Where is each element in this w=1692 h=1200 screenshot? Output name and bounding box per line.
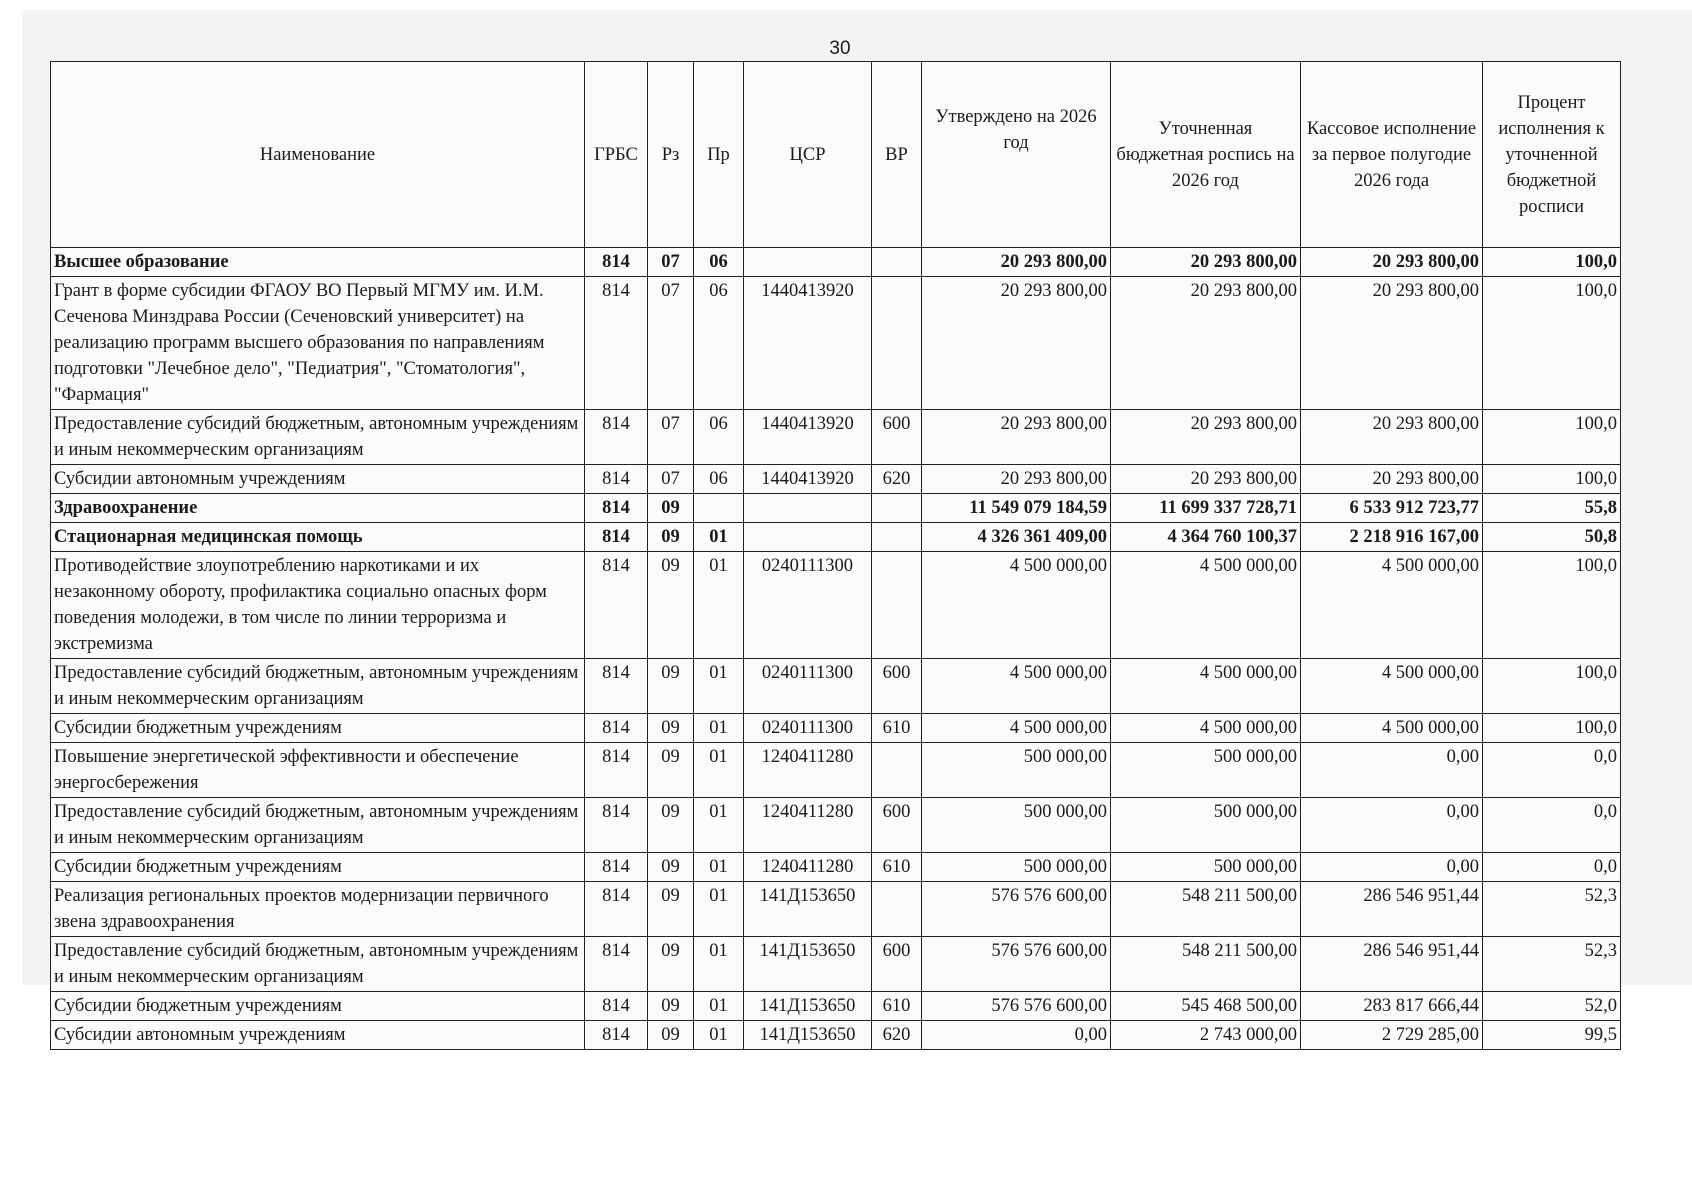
cell-rz: 09 — [648, 523, 694, 552]
cell-csr: 0240111300 — [744, 552, 872, 659]
cell-approved: 0,00 — [922, 1021, 1111, 1050]
header-cash: Кассовое исполнение за первое полугодие 2026 года — [1301, 62, 1483, 248]
cell-grbs: 814 — [585, 659, 648, 714]
cell-grbs: 814 — [585, 1021, 648, 1050]
cell-revised: 20 293 800,00 — [1111, 410, 1301, 465]
cell-pr: 01 — [694, 937, 744, 992]
cell-name: Субсидии автономным учреждениям — [51, 1021, 585, 1050]
cell-revised: 500 000,00 — [1111, 798, 1301, 853]
cell-rz: 09 — [648, 552, 694, 659]
header-csr: ЦСР — [744, 62, 872, 248]
cell-csr: 141Д153650 — [744, 882, 872, 937]
cell-vr: 600 — [872, 659, 922, 714]
cell-rz: 07 — [648, 277, 694, 410]
table-row — [51, 465, 1621, 494]
cell-grbs: 814 — [585, 992, 648, 1021]
cell-rz: 09 — [648, 937, 694, 992]
header-revised: Уточненная бюджетная роспись на 2026 год — [1111, 62, 1301, 248]
cell-vr: 620 — [872, 1021, 922, 1050]
cell-approved: 4 500 000,00 — [922, 552, 1111, 659]
cell-csr: 0240111300 — [744, 659, 872, 714]
cell-name: Предоставление субсидий бюджетным, автономным учреждениям и иным некоммерческим организациям — [51, 659, 585, 714]
cell-cash: 286 546 951,44 — [1301, 937, 1483, 992]
cell-pr: 01 — [694, 714, 744, 743]
cell-revised: 4 500 000,00 — [1111, 659, 1301, 714]
cell-rz: 07 — [648, 465, 694, 494]
cell-revised: 4 500 000,00 — [1111, 552, 1301, 659]
cell-percent: 100,0 — [1483, 659, 1621, 714]
table-row — [51, 743, 1621, 798]
cell-csr: 1440413920 — [744, 277, 872, 410]
cell-rz: 09 — [648, 494, 694, 523]
cell-vr — [872, 248, 922, 277]
cell-approved: 576 576 600,00 — [922, 992, 1111, 1021]
page-number: 30 — [829, 38, 851, 59]
cell-rz: 09 — [648, 992, 694, 1021]
cell-csr: 0240111300 — [744, 714, 872, 743]
cell-grbs: 814 — [585, 937, 648, 992]
cell-approved: 20 293 800,00 — [922, 277, 1111, 410]
cell-name: Здравоохранение — [51, 494, 585, 523]
cell-grbs: 814 — [585, 798, 648, 853]
cell-cash: 2 218 916 167,00 — [1301, 523, 1483, 552]
cell-grbs: 814 — [585, 410, 648, 465]
cell-csr: 141Д153650 — [744, 1021, 872, 1050]
cell-percent: 0,0 — [1483, 798, 1621, 853]
table-row — [51, 714, 1621, 743]
header-grbs: ГРБС — [585, 62, 648, 248]
cell-revised: 11 699 337 728,71 — [1111, 494, 1301, 523]
cell-vr: 610 — [872, 992, 922, 1021]
cell-rz: 09 — [648, 1021, 694, 1050]
cell-pr: 01 — [694, 882, 744, 937]
cell-cash: 4 500 000,00 — [1301, 659, 1483, 714]
cell-name: Субсидии бюджетным учреждениям — [51, 992, 585, 1021]
cell-percent: 52,3 — [1483, 937, 1621, 992]
cell-revised: 4 500 000,00 — [1111, 714, 1301, 743]
cell-cash: 4 500 000,00 — [1301, 714, 1483, 743]
cell-rz: 09 — [648, 853, 694, 882]
cell-percent: 52,3 — [1483, 882, 1621, 937]
cell-percent: 100,0 — [1483, 410, 1621, 465]
table-row — [51, 798, 1621, 853]
cell-rz: 09 — [648, 882, 694, 937]
cell-csr: 1440413920 — [744, 410, 872, 465]
cell-approved: 20 293 800,00 — [922, 410, 1111, 465]
cell-name: Противодействие злоупотреблению наркотиками и их незаконному обороту, профилактика социально опасных форм поведения молодежи, в том числе по линии терроризма и экстремизма — [51, 552, 585, 659]
cell-vr — [872, 277, 922, 410]
cell-pr: 06 — [694, 410, 744, 465]
cell-cash: 0,00 — [1301, 743, 1483, 798]
header-rz: Рз — [648, 62, 694, 248]
cell-rz: 09 — [648, 743, 694, 798]
cell-rz: 09 — [648, 714, 694, 743]
cell-grbs: 814 — [585, 714, 648, 743]
cell-pr: 01 — [694, 1021, 744, 1050]
cell-percent: 50,8 — [1483, 523, 1621, 552]
cell-approved: 576 576 600,00 — [922, 882, 1111, 937]
cell-approved: 4 500 000,00 — [922, 659, 1111, 714]
table-row — [51, 523, 1621, 552]
cell-approved: 500 000,00 — [922, 853, 1111, 882]
table-row — [51, 248, 1621, 277]
table-header-row — [51, 62, 1621, 248]
budget-table — [50, 61, 1621, 1050]
cell-rz: 09 — [648, 798, 694, 853]
cell-pr: 01 — [694, 743, 744, 798]
cell-rz: 07 — [648, 248, 694, 277]
cell-cash: 2 729 285,00 — [1301, 1021, 1483, 1050]
cell-pr: 01 — [694, 552, 744, 659]
cell-vr: 600 — [872, 798, 922, 853]
cell-revised: 2 743 000,00 — [1111, 1021, 1301, 1050]
cell-approved: 576 576 600,00 — [922, 937, 1111, 992]
cell-vr: 600 — [872, 410, 922, 465]
cell-percent: 0,0 — [1483, 853, 1621, 882]
cell-revised: 500 000,00 — [1111, 743, 1301, 798]
cell-grbs: 814 — [585, 494, 648, 523]
cell-csr: 1240411280 — [744, 853, 872, 882]
cell-pr: 01 — [694, 523, 744, 552]
cell-cash: 20 293 800,00 — [1301, 248, 1483, 277]
cell-name: Реализация региональных проектов модернизации первичного звена здравоохранения — [51, 882, 585, 937]
table-row — [51, 853, 1621, 882]
cell-percent: 100,0 — [1483, 248, 1621, 277]
cell-vr — [872, 523, 922, 552]
cell-percent: 0,0 — [1483, 743, 1621, 798]
cell-grbs: 814 — [585, 465, 648, 494]
cell-approved: 500 000,00 — [922, 743, 1111, 798]
table-body — [51, 248, 1621, 1050]
cell-csr — [744, 494, 872, 523]
cell-percent: 52,0 — [1483, 992, 1621, 1021]
cell-csr: 141Д153650 — [744, 937, 872, 992]
cell-vr: 610 — [872, 853, 922, 882]
cell-grbs: 814 — [585, 523, 648, 552]
table-row — [51, 410, 1621, 465]
cell-vr: 610 — [872, 714, 922, 743]
cell-revised: 20 293 800,00 — [1111, 277, 1301, 410]
cell-csr: 1440413920 — [744, 465, 872, 494]
cell-approved: 4 500 000,00 — [922, 714, 1111, 743]
header-percent: Процент исполнения к уточненной бюджетной росписи — [1483, 62, 1621, 248]
cell-csr — [744, 523, 872, 552]
cell-csr: 1240411280 — [744, 798, 872, 853]
cell-vr: 600 — [872, 937, 922, 992]
cell-grbs: 814 — [585, 882, 648, 937]
cell-pr: 06 — [694, 248, 744, 277]
cell-cash: 20 293 800,00 — [1301, 410, 1483, 465]
cell-name: Предоставление субсидий бюджетным, автономным учреждениям и иным некоммерческим организациям — [51, 937, 585, 992]
cell-revised: 548 211 500,00 — [1111, 937, 1301, 992]
cell-name: Субсидии бюджетным учреждениям — [51, 853, 585, 882]
cell-revised: 20 293 800,00 — [1111, 465, 1301, 494]
cell-vr — [872, 882, 922, 937]
cell-cash: 20 293 800,00 — [1301, 465, 1483, 494]
cell-revised: 548 211 500,00 — [1111, 882, 1301, 937]
table-row — [51, 1021, 1621, 1050]
cell-pr: 01 — [694, 853, 744, 882]
table-row — [51, 992, 1621, 1021]
table-row — [51, 494, 1621, 523]
cell-percent: 100,0 — [1483, 277, 1621, 410]
cell-grbs: 814 — [585, 552, 648, 659]
cell-pr: 01 — [694, 992, 744, 1021]
cell-grbs: 814 — [585, 248, 648, 277]
cell-pr: 01 — [694, 659, 744, 714]
cell-approved: 11 549 079 184,59 — [922, 494, 1111, 523]
cell-cash: 4 500 000,00 — [1301, 552, 1483, 659]
cell-approved: 20 293 800,00 — [922, 465, 1111, 494]
table-row — [51, 552, 1621, 659]
cell-pr: 01 — [694, 798, 744, 853]
cell-revised: 4 364 760 100,37 — [1111, 523, 1301, 552]
cell-cash: 0,00 — [1301, 798, 1483, 853]
cell-csr: 1240411280 — [744, 743, 872, 798]
cell-revised: 500 000,00 — [1111, 853, 1301, 882]
cell-approved: 20 293 800,00 — [922, 248, 1111, 277]
cell-vr: 620 — [872, 465, 922, 494]
cell-percent: 55,8 — [1483, 494, 1621, 523]
cell-name: Предоставление субсидий бюджетным, автономным учреждениям и иным некоммерческим организациям — [51, 410, 585, 465]
table-row — [51, 937, 1621, 992]
cell-revised: 20 293 800,00 — [1111, 248, 1301, 277]
cell-name: Субсидии бюджетным учреждениям — [51, 714, 585, 743]
cell-cash: 0,00 — [1301, 853, 1483, 882]
cell-vr — [872, 494, 922, 523]
header-name: Наименование — [51, 62, 585, 248]
cell-rz: 07 — [648, 410, 694, 465]
cell-pr: 06 — [694, 465, 744, 494]
cell-rz: 09 — [648, 659, 694, 714]
cell-name: Повышение энергетической эффективности и обеспечение энергосбережения — [51, 743, 585, 798]
cell-percent: 100,0 — [1483, 714, 1621, 743]
cell-name: Субсидии автономным учреждениям — [51, 465, 585, 494]
cell-grbs: 814 — [585, 277, 648, 410]
header-pr: Пр — [694, 62, 744, 248]
table-row — [51, 277, 1621, 410]
cell-cash: 286 546 951,44 — [1301, 882, 1483, 937]
cell-revised: 545 468 500,00 — [1111, 992, 1301, 1021]
cell-name: Высшее образование — [51, 248, 585, 277]
table-row — [51, 659, 1621, 714]
cell-approved: 4 326 361 409,00 — [922, 523, 1111, 552]
cell-csr — [744, 248, 872, 277]
cell-name: Грант в форме субсидии ФГАОУ ВО Первый МГМУ им. И.М. Сеченова Минздрава России (Сеченовский университет) на реализацию программ высшего образования по направлениям подготовки "Лечебное дело", "Педиатрия", "Стоматология", "Фармация" — [51, 277, 585, 410]
cell-pr: 06 — [694, 277, 744, 410]
cell-csr: 141Д153650 — [744, 992, 872, 1021]
table-row — [51, 882, 1621, 937]
cell-vr — [872, 552, 922, 659]
cell-name: Предоставление субсидий бюджетным, автономным учреждениям и иным некоммерческим организациям — [51, 798, 585, 853]
cell-percent: 100,0 — [1483, 552, 1621, 659]
cell-cash: 6 533 912 723,77 — [1301, 494, 1483, 523]
cell-vr — [872, 743, 922, 798]
cell-percent: 99,5 — [1483, 1021, 1621, 1050]
cell-cash: 20 293 800,00 — [1301, 277, 1483, 410]
cell-name: Стационарная медицинская помощь — [51, 523, 585, 552]
cell-percent: 100,0 — [1483, 465, 1621, 494]
header-vr: ВР — [872, 62, 922, 248]
cell-approved: 500 000,00 — [922, 798, 1111, 853]
cell-cash: 283 817 666,44 — [1301, 992, 1483, 1021]
cell-pr — [694, 494, 744, 523]
header-approved: Утверждено на 2026 год — [922, 62, 1111, 248]
cell-grbs: 814 — [585, 743, 648, 798]
cell-grbs: 814 — [585, 853, 648, 882]
